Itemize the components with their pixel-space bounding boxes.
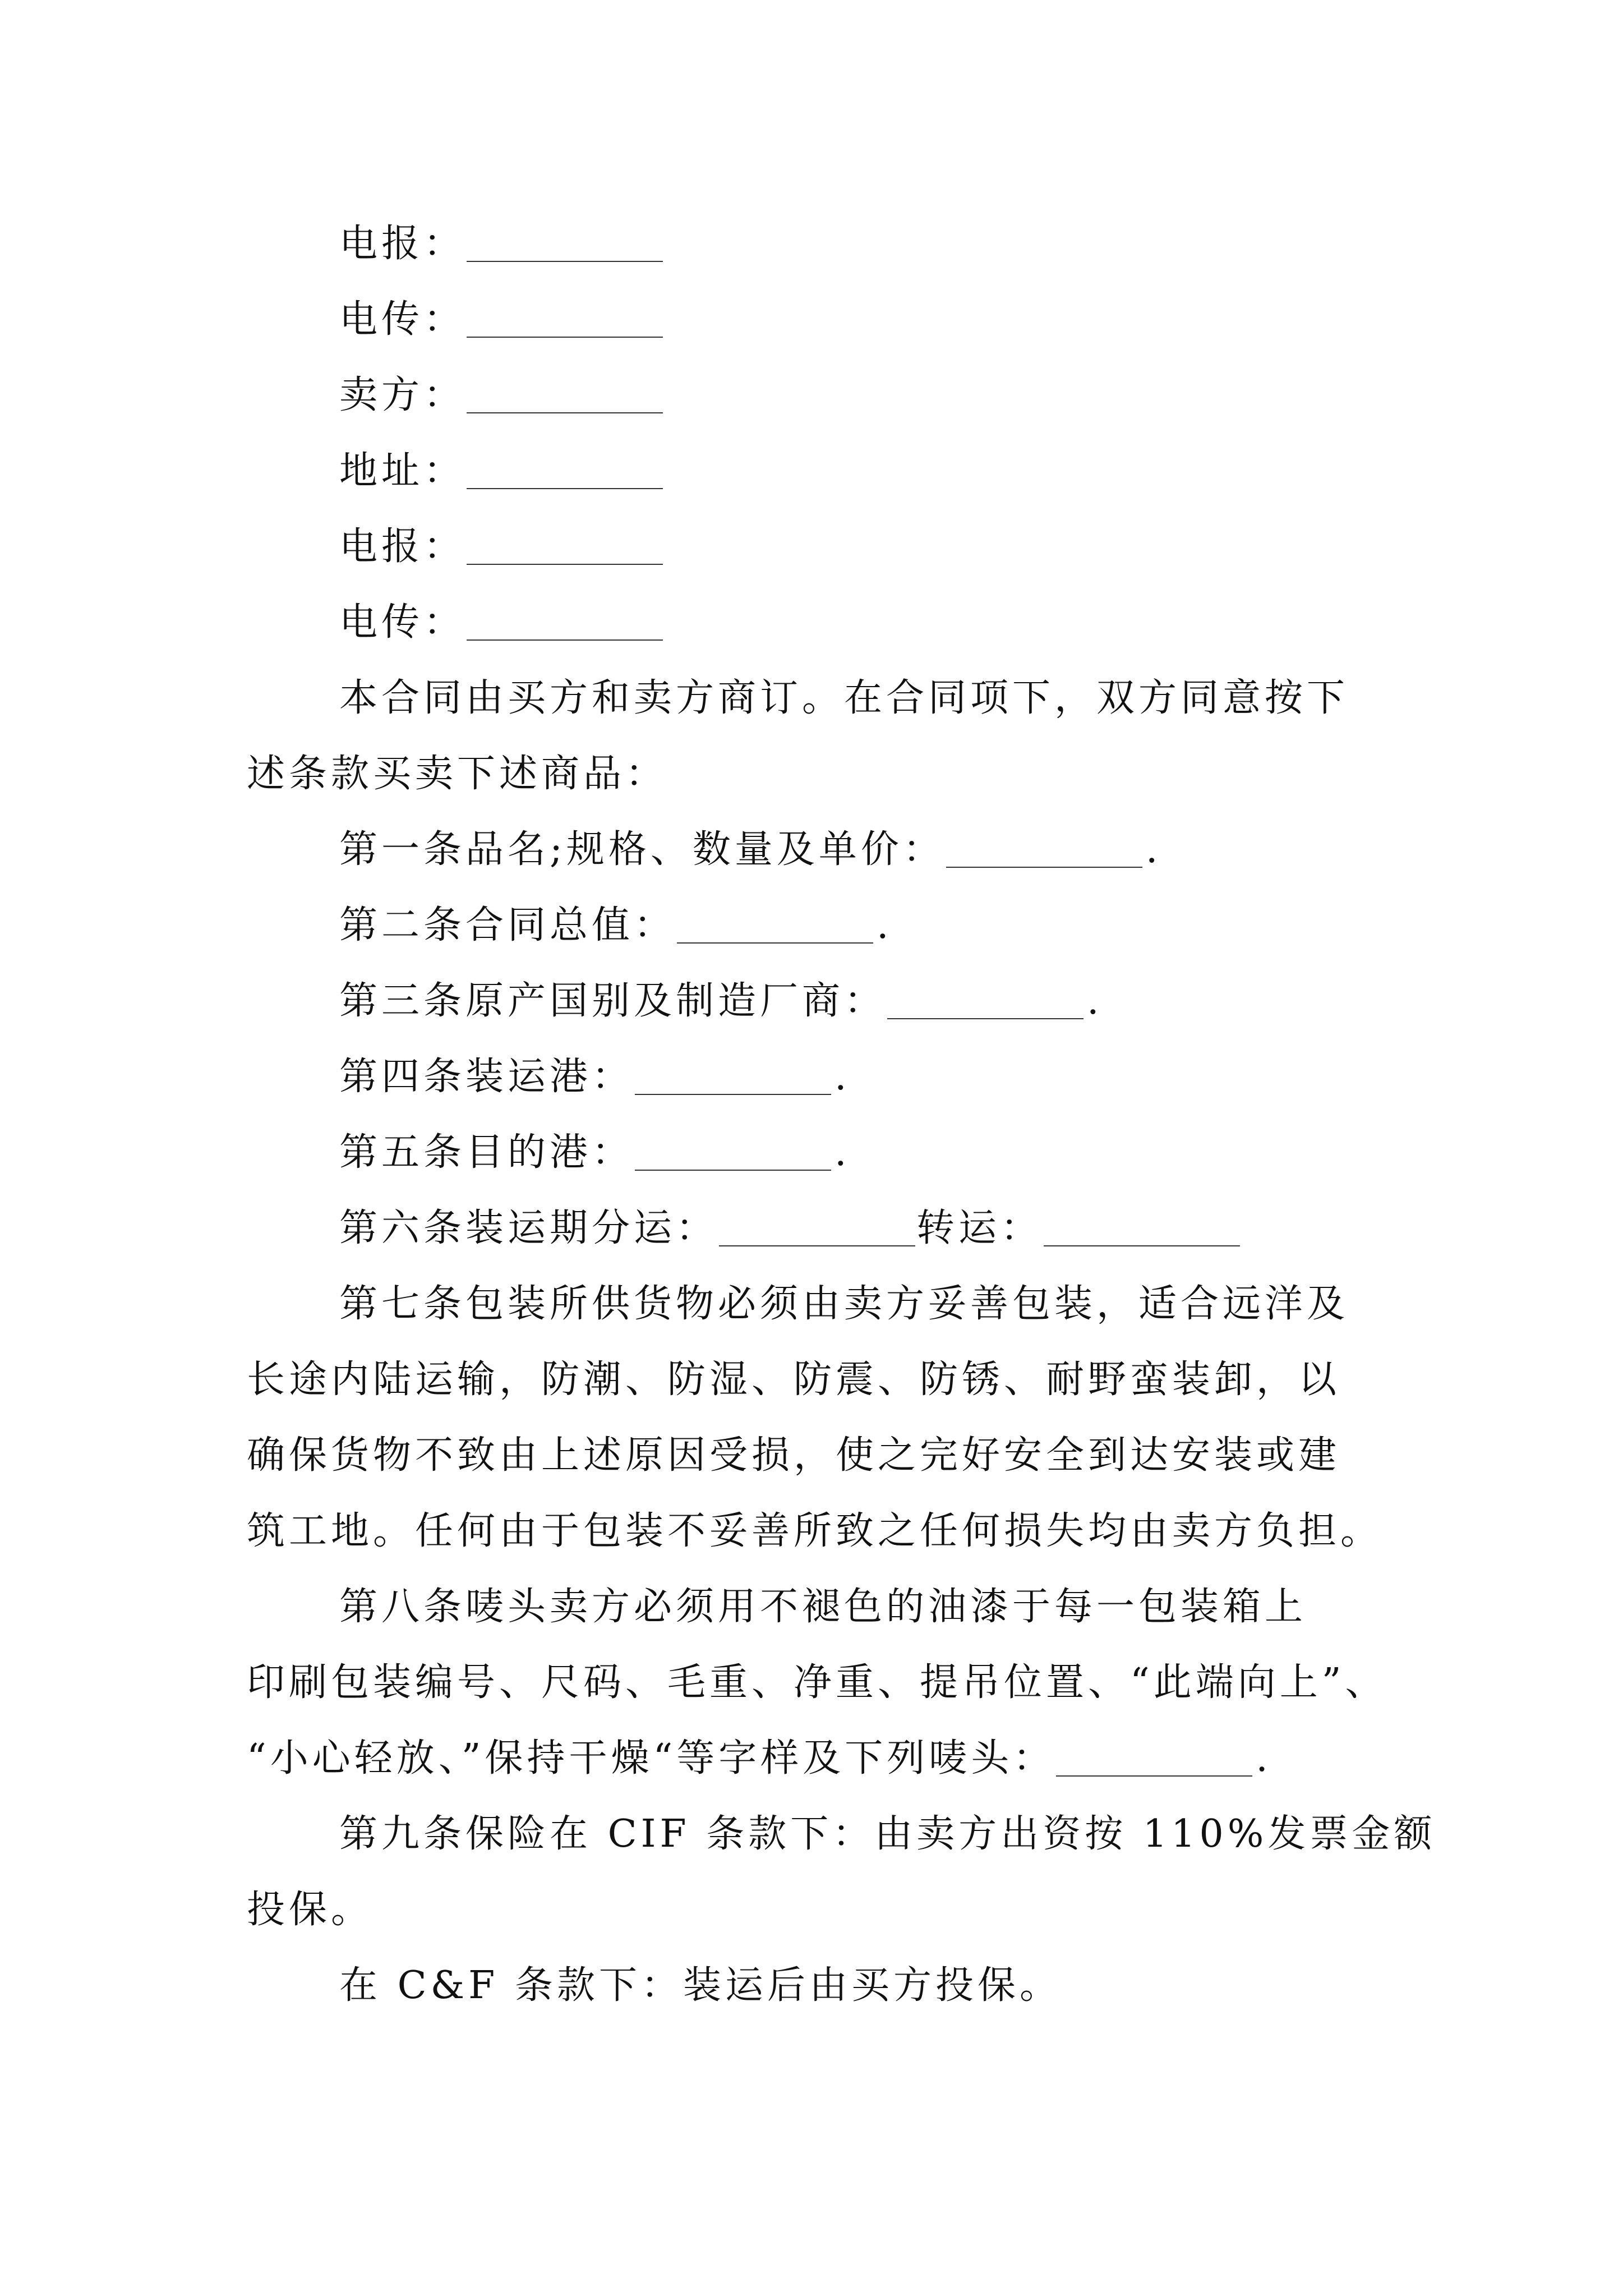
article-8-text-3: “小心轻放、”保持干燥“等字样及下列唛头： [247,1736,1055,1780]
article-7-line-1: 第七条包装所供货物必须由卖方妥善包装，适合远洋及 [339,1282,1349,1326]
field-telegraph-1 [339,222,664,266]
article-3-text: 第三条原产国别及制造厂商： [339,979,887,1023]
article-9-line-2: 投保。 [247,1888,374,1932]
article-7-line-3: 确保货物不致由上述原因受损，使之完好安全到达安装或建 [247,1433,1341,1478]
blank-line [467,639,663,641]
field-seller [339,373,664,418]
blank-line [467,564,663,565]
article-6-text-1: 第六条装运期分运： [339,1206,718,1250]
period: . [1145,827,1162,872]
field-label: 电报： [339,524,466,569]
article-6 [339,1206,1241,1251]
article-3 [339,979,1103,1024]
intro-line-2: 述条款买卖下述商品： [247,752,668,796]
article-8-line-1: 第八条唛头卖方必须用不褪色的油漆于每一包装箱上 [339,1585,1307,1629]
article-4-text: 第四条装运港： [339,1055,634,1099]
field-telex-1 [339,297,664,342]
article-4 [339,1055,851,1099]
article-6-text-2: 转运： [916,1206,1043,1250]
blank-line [719,1245,915,1246]
field-label: 电传： [339,297,466,342]
article-8-line-2: 印刷包装编号、尺码、毛重、净重、提吊位置、“此端向上”、 [247,1660,1387,1705]
blank-line [635,1094,831,1095]
article-5 [339,1130,851,1175]
period: . [1087,979,1103,1023]
blank-line [1056,1775,1252,1777]
blank-line [467,261,663,262]
article-2-text: 第二条合同总值： [339,903,676,947]
blank-line [467,488,663,489]
article-9-line-1: 第九条保险在 CIF 条款下：由卖方出资按 110%发票金额 [339,1812,1436,1856]
blank-line [677,942,873,944]
blank-line [887,1018,1083,1019]
blank-line [946,867,1142,868]
article-2 [339,903,893,948]
article-5-text: 第五条目的港： [339,1130,634,1175]
field-address [339,449,664,494]
field-telex-2 [339,600,664,645]
field-telegraph-2 [339,524,664,569]
article-7-line-4: 筑工地。任何由于包装不妥善所致之任何损失均由卖方负担。 [247,1509,1383,1553]
blank-line [467,412,663,413]
article-1 [339,827,1162,872]
period: . [1256,1736,1272,1780]
blank-line [467,337,663,338]
article-8-line-3 [247,1736,1272,1781]
field-label: 电传： [339,600,466,645]
period: . [877,903,893,947]
article-7-line-2: 长途内陆运输，防潮、防湿、防震、防锈、耐野蛮装卸，以 [247,1358,1341,1402]
blank-line [635,1170,831,1171]
blank-line [1044,1245,1240,1246]
article-1-text: 第一条品名;规格、数量及单价： [339,827,945,872]
period: . [834,1055,851,1099]
intro-line-1: 本合同由买方和卖方商订。在合同项下，双方同意按下 [339,676,1349,720]
cf-clause: 在 C&F 条款下：装运后由买方投保。 [339,1963,1062,2008]
field-label: 卖方： [339,373,466,417]
period: . [834,1130,851,1175]
field-label: 电报： [339,222,466,266]
field-label: 地址： [339,449,466,493]
